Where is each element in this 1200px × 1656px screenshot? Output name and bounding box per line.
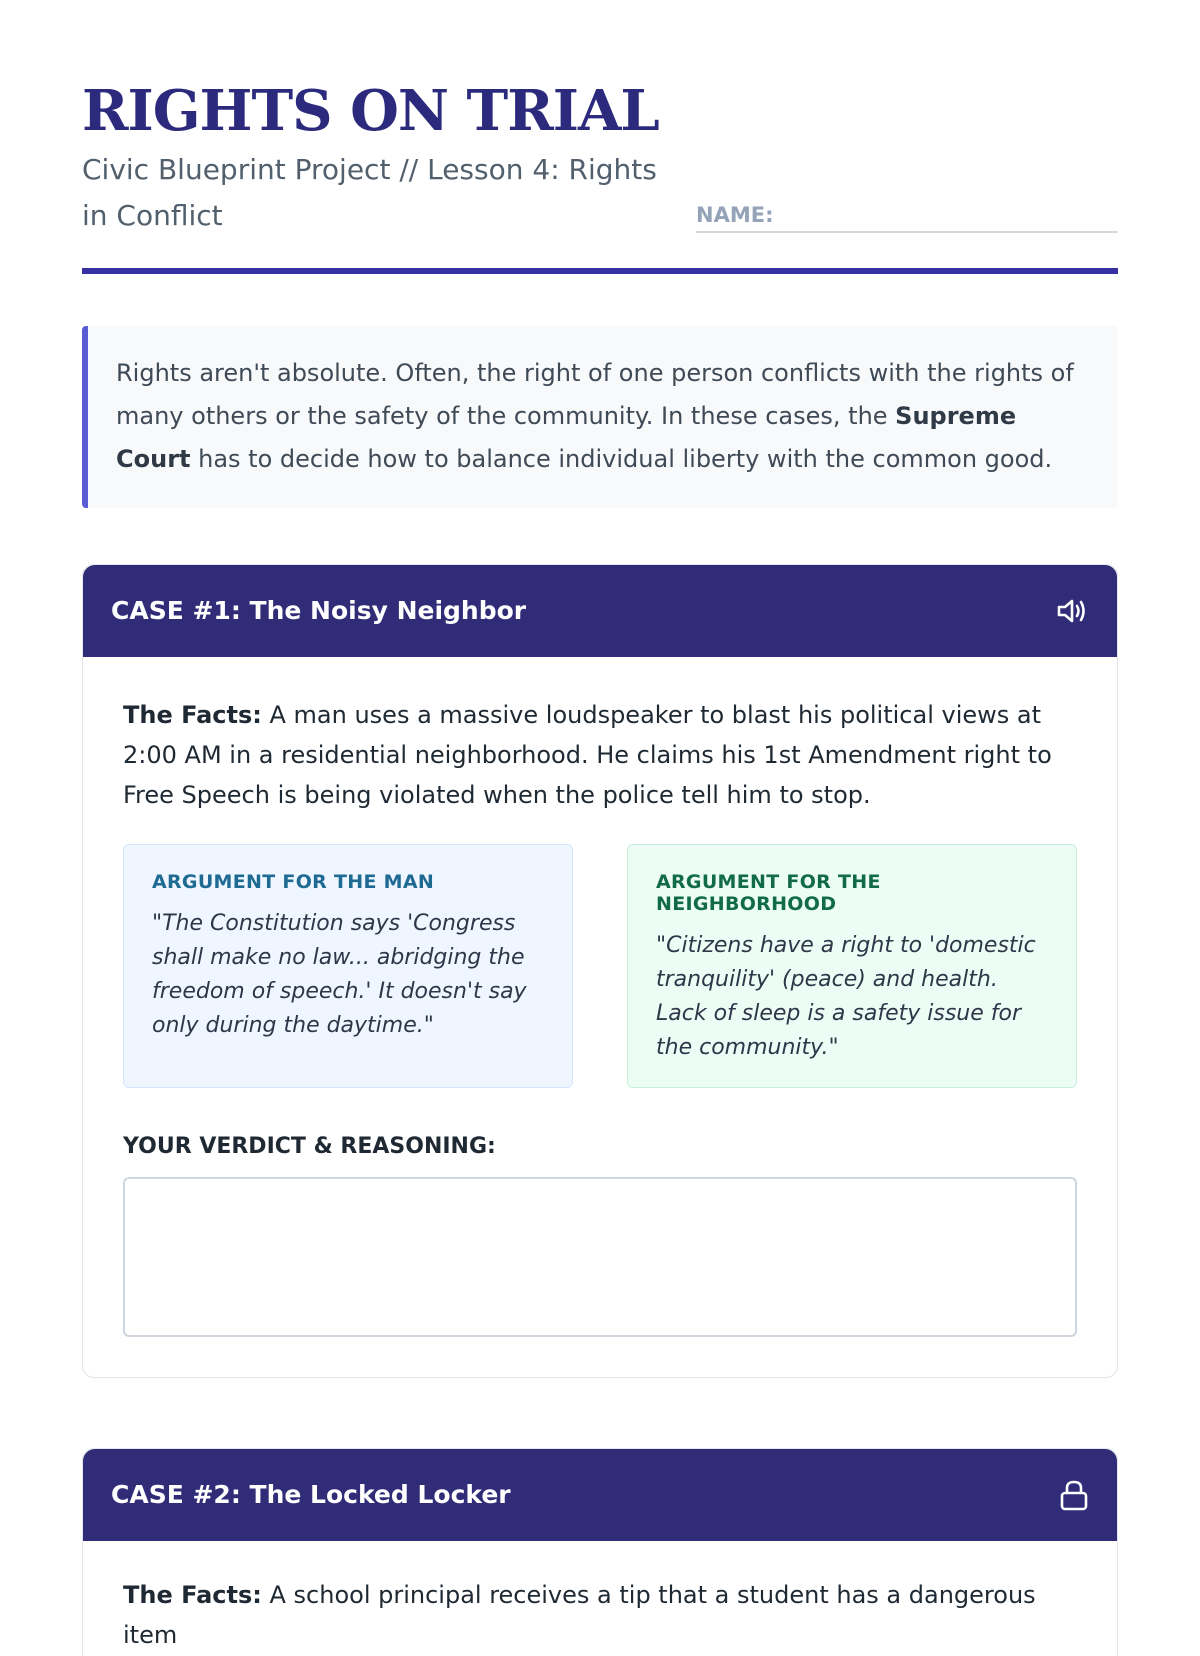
verdict-label: YOUR VERDICT & REASONING: [123,1133,496,1159]
lock-icon[interactable] [1059,1479,1089,1511]
case-2-facts-text: A school principal receives a tip that a student has a dangerous item [123,1580,1036,1650]
argument-man-quote: "The Constitution says 'Congress shall make no law... abridging the freedom of speech.' It doesn't say only during the daytime." [152,910,527,1038]
worksheet-header [82,0,1118,233]
name-field[interactable] [696,203,1118,233]
argument-for-man [123,844,573,1088]
case-1-facts-text: A man uses a massive loudspeaker to blast his political views at 2:00 AM in a residential neighborhood. He claims his 1st Amendment right to Free Speech is being violated when the police tell him to stop. [123,700,1052,810]
case-card-2 [82,1448,1118,1656]
case-2-facts-label: The Facts: [123,1580,262,1609]
speaker-icon[interactable] [1055,596,1089,626]
case-1-header [83,565,1117,657]
case-2-header [83,1449,1117,1541]
intro-text-after: has to decide how to balance individual liberty with the common good. [190,445,1053,474]
intro-bold: Supreme Court [116,402,1017,474]
header-divider [82,268,1118,274]
verdict-input[interactable] [123,1177,1077,1337]
intro-text-before: Rights aren't absolute. Often, the right of one person conflicts with the rights of many others or the safety of the community. In these cases, the [116,359,1074,431]
argument-man-title: ARGUMENT FOR THE MAN [152,870,435,893]
case-card-1 [82,564,1118,1378]
case-1-facts [123,695,1077,816]
case-2-body [83,1541,1117,1656]
argument-neighborhood-title: ARGUMENT FOR THE NEIGHBORHOOD [656,870,881,915]
page-subtitle: Civic Blueprint Project // Lesson 4: Rights in Conflict [82,153,657,233]
argument-neighborhood-quote: "Citizens have a right to 'domestic tranquility' (peace) and health. Lack of sleep is a safety issue for the community." [656,932,1036,1060]
argument-for-neighborhood [627,844,1077,1088]
case-1-body [83,657,1117,1377]
case-2-title: CASE #2: The Locked Locker [111,1480,511,1510]
case-2-facts [123,1575,1077,1656]
case-1-facts-label: The Facts: [123,700,262,729]
case-1-title: CASE #1: The Noisy Neighbor [111,596,527,626]
intro-callout [82,326,1118,508]
page-title: RIGHTS ON TRIAL [82,78,659,144]
name-label: NAME: [696,203,774,227]
case-1-arguments [123,844,1077,1088]
